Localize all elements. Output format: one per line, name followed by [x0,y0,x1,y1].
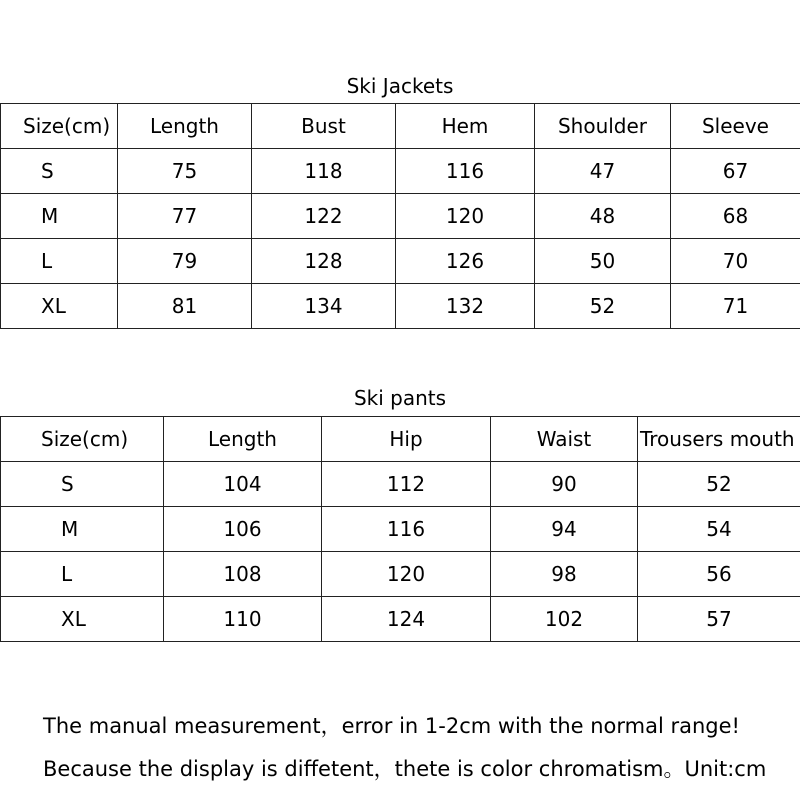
table-cell: 68 [671,194,800,239]
table-header-row [1,417,800,462]
table-cell: 98 [491,552,638,597]
table-header-row [1,104,800,149]
table-cell: 47 [535,149,671,194]
table-cell: 81 [118,284,252,329]
table-cell: 116 [322,507,491,552]
header-cell: Trousers mouth [638,417,800,462]
header-cell: Bust [252,104,396,149]
table-row [1,552,800,597]
header-cell: Size(cm) [1,104,118,149]
size-cell: L [1,552,164,597]
table-cell: 71 [671,284,800,329]
table-cell: 126 [396,239,535,284]
table-row [1,149,800,194]
table-cell: 118 [252,149,396,194]
header-cell: Waist [491,417,638,462]
table-cell: 90 [491,462,638,507]
table-cell: 48 [535,194,671,239]
header-cell: Hem [396,104,535,149]
header-cell: Shoulder [535,104,671,149]
table-cell: 120 [322,552,491,597]
ski-jackets-size-table [0,103,800,329]
header-cell: Length [118,104,252,149]
header-cell: Length [164,417,322,462]
size-cell: L [1,239,118,284]
table-cell: 94 [491,507,638,552]
table-cell: 110 [164,597,322,642]
size-cell: M [1,194,118,239]
table-row [1,194,800,239]
header-cell: Size(cm) [1,417,164,462]
table-cell: 128 [252,239,396,284]
ski-pants-size-table [0,416,800,642]
size-cell: S [1,462,164,507]
table-cell: 112 [322,462,491,507]
measurement-note: The manual measurement，error in 1-2cm with the normal range! [43,714,740,738]
table-cell: 124 [322,597,491,642]
table-cell: 104 [164,462,322,507]
table-cell: 50 [535,239,671,284]
table-cell: 102 [491,597,638,642]
table-cell: 108 [164,552,322,597]
table-row [1,597,800,642]
table-row [1,239,800,284]
table-row [1,284,800,329]
table-cell: 116 [396,149,535,194]
table-cell: 106 [164,507,322,552]
ski-pants-title: Ski pants [353,386,447,410]
table-cell: 56 [638,552,800,597]
table-cell: 67 [671,149,800,194]
table-cell: 77 [118,194,252,239]
table-cell: 52 [535,284,671,329]
table-cell: 75 [118,149,252,194]
table-cell: 79 [118,239,252,284]
ski-jackets-title: Ski Jackets [346,74,454,98]
table-cell: 132 [396,284,535,329]
table-cell: 52 [638,462,800,507]
table-cell: 57 [638,597,800,642]
size-cell: M [1,507,164,552]
header-cell: Hip [322,417,491,462]
table-cell: 122 [252,194,396,239]
table-cell: 70 [671,239,800,284]
table-cell: 134 [252,284,396,329]
table-cell: 54 [638,507,800,552]
color-unit-note: Because the display is diffetent，thete is color chromatism。Unit:cm [43,757,767,781]
table-row [1,462,800,507]
table-row [1,507,800,552]
header-cell: Sleeve [671,104,800,149]
size-cell: XL [1,597,164,642]
table-cell: 120 [396,194,535,239]
size-cell: XL [1,284,118,329]
size-cell: S [1,149,118,194]
